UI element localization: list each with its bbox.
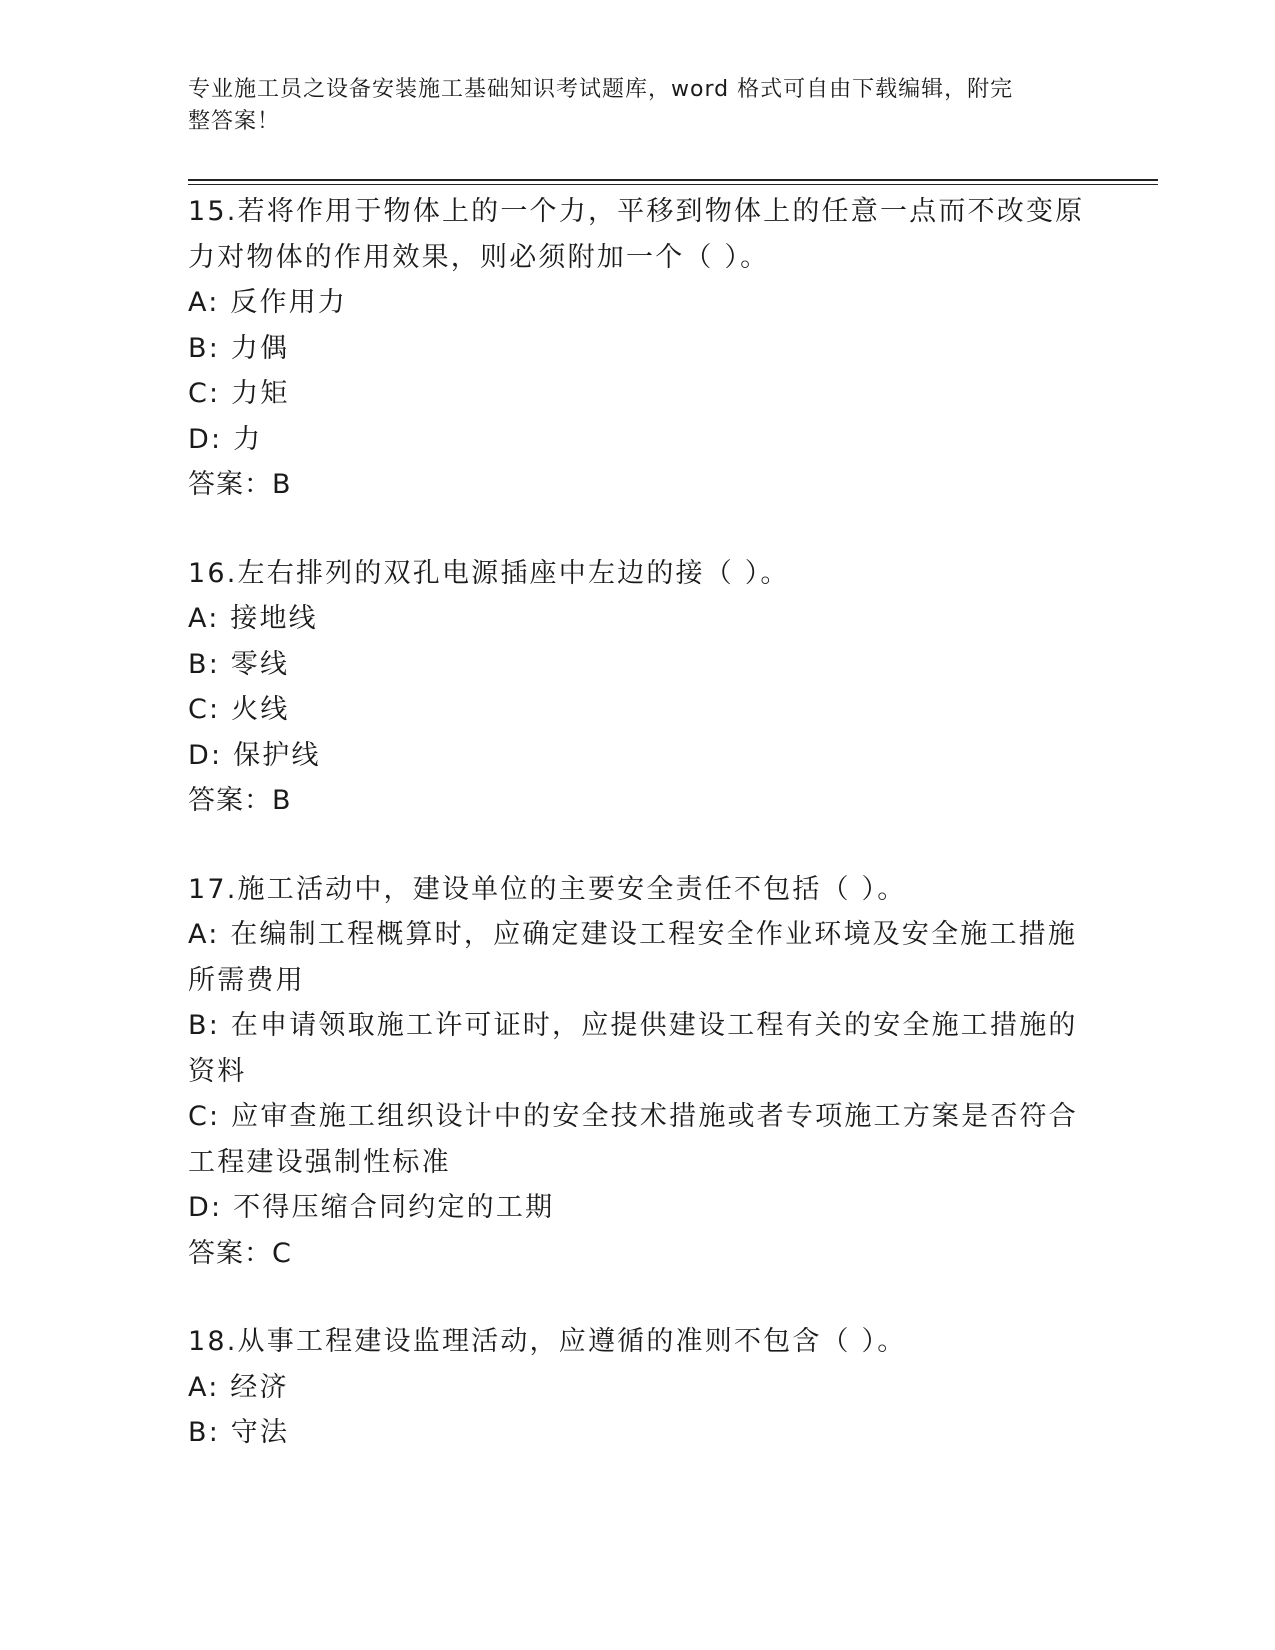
question-16 [188, 551, 1088, 824]
header-line-1: 专业施工员之设备安装施工基础知识考试题库，word 格式可自由下载编辑，附完 [188, 77, 1014, 102]
question-15 [188, 189, 1088, 508]
option-d: D: 力 [188, 423, 263, 455]
answer: 答案：C [188, 1237, 292, 1269]
question-list [188, 189, 1088, 1499]
header-divider-thin [188, 184, 1158, 185]
option-b-continued: 资料 [188, 1055, 247, 1087]
option-c-continued: 工程建设强制性标准 [188, 1146, 451, 1178]
option-a: A: 经济 [188, 1371, 289, 1403]
header-line-2: 整答案！ [188, 109, 281, 134]
question-stem: 17.施工活动中，建设单位的主要安全责任不包括（ ）。 [188, 873, 907, 905]
header-divider-thick [188, 179, 1158, 181]
option-b: B: 零线 [188, 648, 290, 680]
question-stem-continued: 力对物体的作用效果，则必须附加一个（ ）。 [188, 241, 770, 273]
option-d: D: 保护线 [188, 739, 321, 771]
option-a: A: 接地线 [188, 603, 318, 634]
answer: 答案：B [188, 785, 292, 816]
option-a-continued: 所需费用 [188, 964, 305, 996]
option-b: B: 守法 [188, 1417, 290, 1448]
question-stem: 16.左右排列的双孔电源插座中左边的接（ ）。 [188, 557, 790, 589]
question-17 [188, 867, 1088, 1277]
option-a: A: 在编制工程概算时，应确定建设工程安全作业环境及安全施工措施 [188, 919, 1078, 950]
question-stem: 18.从事工程建设监理活动，应遵循的准则不包含（ ）。 [188, 1326, 907, 1357]
option-c: C: 应审查施工组织设计中的安全技术措施或者专项施工方案是否符合 [188, 1101, 1078, 1132]
option-c: C: 火线 [188, 694, 290, 725]
option-d: D: 不得压缩合同约定的工期 [188, 1192, 555, 1223]
option-a: A: 反作用力 [188, 287, 348, 318]
option-b: B: 力偶 [188, 332, 290, 364]
answer: 答案：B [188, 469, 292, 500]
option-c: C: 力矩 [188, 378, 290, 409]
option-b: B: 在申请领取施工许可证时，应提供建设工程有关的安全施工措施的 [188, 1010, 1078, 1041]
question-18 [188, 1319, 1088, 1456]
question-stem: 15.若将作用于物体上的一个力，平移到物体上的任意一点而不改变原 [188, 196, 1085, 227]
document-header [188, 74, 1068, 138]
